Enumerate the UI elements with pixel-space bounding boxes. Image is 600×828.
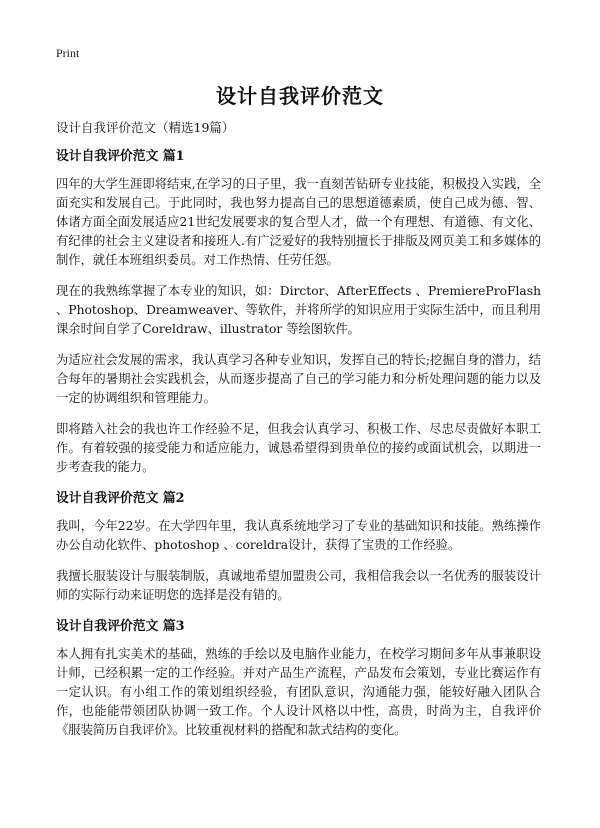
document-body [56,118,541,752]
section-heading: 设计自我评价范文 篇3 [56,619,185,634]
print-link[interactable]: Print [56,46,80,60]
paragraph: 四年的大学生涯即将结束,在学习的日子里，我一直刻苦钻研专业技能，积极投入实践，全面充实和发展自己。于此同时，我也努力提高自己的思想道德素质，使自己成为德、智、体诸方面全面发展适应21世纪发展要求的复合型人才，做一个有理想、有道德、有文化、有纪律的社会主义建设者和接班人.有广泛爱好的我特别擅长于排版及网页美工和多媒体的制作，就任本班组织委员。对工作热情、任劳任怨。 [56,177,541,267]
section-heading: 设计自我评价范文 篇1 [56,149,185,164]
section-2 [56,489,541,605]
paragraph: 即将踏入社会的我也许工作经验不足，但我会认真学习、积极工作、尽忠尽责做好本职工作。有着较强的接受能力和适应能力，诚恳希望得到贵单位的接约或面试机会，以期进一步考查我的能力。 [56,422,541,474]
section-heading: 设计自我评价范文 篇2 [56,491,185,506]
paragraph: 我擅长服装设计与服装制版，真诚地希望加盟贵公司，我相信我会以一名优秀的服装设计师的实际行动来证明您的选择是没有错的。 [56,569,541,602]
paragraph: 为适应社会发展的需求，我认真学习各种专业知识，发挥自己的特长;挖掘自身的潜力，结合每年的暑期社会实践机会，从而逐步提高了自己的学习能力和分析处理问题的能力以及一定的协调组织和管理能力。 [56,353,541,405]
document-subtitle: 设计自我评价范文（精选19篇） [56,120,235,135]
paragraph: 本人拥有扎实美术的基础，熟练的手绘以及电脑作业能力，在校学习期间多年从事兼职设计师，已经积累一定的工作经验。并对产品生产流程，产品发布会策划，专业比赛运作有一定认识。有小组工作的策划组织经验，有团队意识，沟通能力强，能较好融入团队合作，也能能带领团队协调一致工作。个人设计风格以中性，高贵，时尚为主，自我评价《服装简历自我评价》。比较重视材料的搭配和款式结构的变化。 [56,647,541,737]
page-title: 设计自我评价范文 [216,84,384,108]
section-1 [56,147,541,477]
paragraph: 我叫，今年22岁。在大学四年里，我认真系统地学习了专业的基础知识和技能。熟练操作办公自动化软件、photoshop 、coreldra设计，获得了宝贵的工作经验。 [56,519,541,552]
paragraph: 现在的我熟练掌握了本专业的知识，如：Dirctor、AfterEffects 、PremiereProFlash 、Photoshop、Dreamweaver、等软件，并将所学的知识应用于实际生活中，而且利用课余时间自学了Coreldraw、illustrator 等绘图软件。 [56,284,541,336]
section-3 [56,617,541,740]
